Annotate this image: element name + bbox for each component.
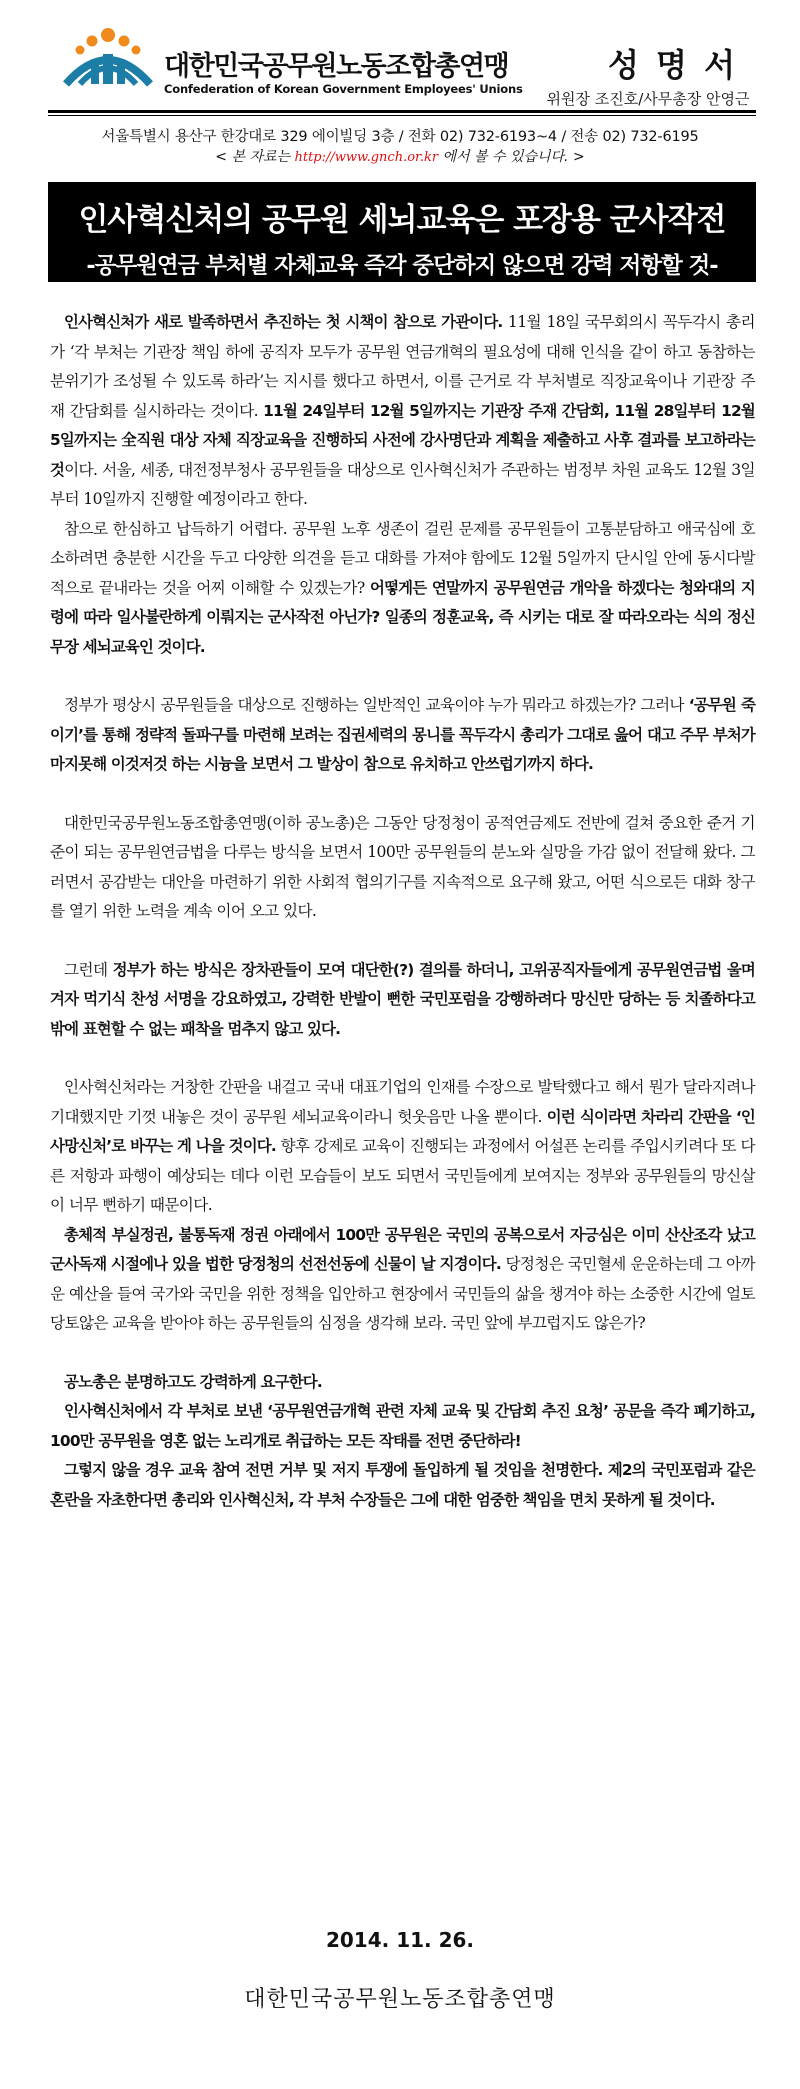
emphasis-text: 인사혁신처가 새로 발족하면서 추진하는 첫 시책이 참으로 가관이다. xyxy=(64,313,503,331)
letterhead xyxy=(48,18,756,108)
emphasis-text: 그렇지 않을 경우 교육 참여 전면 거부 및 저지 투쟁에 돌입하게 될 것임을 천명한다. 제2의 국민포럼과 같은 혼란을 자초한다면 총리와 인사혁신처, 각 부처 수장들은 그에 대한 엄중한 책임을 면치 못하게 될 것이다. xyxy=(50,1461,755,1509)
body-text: 정부가 평상시 공무원들을 대상으로 진행하는 일반적인 교육이야 누가 뭐라고 하겠는가? 그러나 xyxy=(64,696,689,714)
website-link[interactable]: http://www.gnch.or.kr xyxy=(294,150,439,165)
statement-date: 2014. 11. 26. xyxy=(325,1928,475,1952)
contact-address: 서울특별시 용산구 한강대로 329 에이빌딩 3층 / 전화 02) 732-6193~4 / 전송 02) 732-6195 xyxy=(101,129,699,145)
warning-paragraph xyxy=(50,1456,755,1515)
body-text: 이다. 서울, 세종, 대전정부청사 공무원들을 대상으로 인사혁신처가 주관하는 범정부 차원 교육도 12월 3일부터 10일까지 진행할 예정이라고 한다. xyxy=(50,460,755,508)
emphasis-text: 공노총은 분명하고도 강력하게 요구한다. xyxy=(64,1372,322,1391)
body-text: 인사혁신처라는 거창한 간판을 내걸고 국내 대표기업의 인재를 수장으로 발탁했다고 해서 뭔가 달라지려나 기대했지만 기껏 내놓은 것이 공무원 세뇌교육이라니 헛웃음만 나올 뿐이다. xyxy=(50,1078,755,1126)
paragraph xyxy=(50,1221,755,1339)
notice-suffix: 에서 볼 수 있습니다. > xyxy=(442,149,585,165)
body-text: 향후 강제로 교육이 진행되는 과정에서 어설픈 논리를 주입시키려다 또 다른 저항과 파행이 예상되는 데다 이런 모습들이 보도 되면서 국민들에게 보여지는 정부와 공무원들의 망신살이 너무 뻔하기 때문이다. xyxy=(50,1137,755,1214)
emphasis-text: 인사혁신처에서 각 부처로 보낸 ‘공무원연금개혁 관련 자체 교육 및 간담회 추진 요청’ 공문을 즉각 폐기하고, 100만 공무원을 영혼 없는 노리개로 취급하는 모든 작태를 전면 중단하라! xyxy=(50,1402,755,1450)
org-name-korean: 대한민국공무원노동조합총연맹 xyxy=(164,51,509,82)
demand-paragraph xyxy=(50,1397,755,1456)
header-divider-thick xyxy=(48,110,756,113)
paragraph xyxy=(50,809,755,927)
document-type-heading: 성 명 서 xyxy=(607,46,739,84)
body-text: 당정청은 국민혈세 운운하는데 그 아까운 예산을 들여 국가와 국민을 위한 정책을 입안하고 현장에서 국민들의 삶을 챙겨야 하는 소중한 시간에 얼토당토않은 교육을 받아야 하는 공무원들의 심정을 생각해 보라. 국민 앞에 부끄럽지도 않은가? xyxy=(50,1255,756,1332)
officers-line: 위원장 조진호/사무총장 안영근 xyxy=(546,90,750,108)
statement-body xyxy=(50,308,755,1515)
body-text: 11월 18일 국무회의시 꼭두각시 총리가 ‘각 부처는 기관장 책임 하에 공직자 모두가 공무원 연금개혁의 필요성에 대해 인식을 같이 하고 동참하는 분위기가 조성될 수 있도록 하라’는 지시를 했다고 하면서, 이를 근거로 각 부처별로 직장교육이나 기관장 주재 간담회를 실시하라는 것이다. xyxy=(50,313,755,420)
sub-title: -공무원연금 부처별 자체교육 즉각 중단하지 않으면 강력 저항할 것- xyxy=(86,253,718,279)
website-notice xyxy=(0,146,800,166)
paragraph xyxy=(50,308,755,515)
paragraph xyxy=(50,691,755,780)
emphasis-text: ‘공무원 죽이기’를 통해 정략적 돌파구를 마련해 보려는 집권세력의 몽니를 꼭두각시 총리가 그대로 읊어 대고 주무 부처가 마지못해 이것저것 하는 시늉을 보면서 그 발상이 참으로 유치하고 안쓰럽기까지 하다. xyxy=(50,696,756,773)
emphasis-text: 어떻게든 연말까지 공무원연금 개악을 하겠다는 청와대의 지령에 따라 일사불란하게 이뤄지는 군사작전 아닌가? 일종의 정훈교육, 즉 시키는 대로 잘 따라오라는 식의 정신무장 세뇌교육인 것이다. xyxy=(50,578,755,656)
body-text: 대한민국공무원노동조합총연맹(이하 공노총)은 그동안 당정청이 공적연금제도 전반에 걸쳐 중요한 준거 기준이 되는 공무원연금법을 다루는 방식을 보면서 100만 공무원들의 분노와 실망을 가감 없이 전달해 왔다. 그러면서 공감받는 대안을 마련하기 위한 사회적 협의기구를 지속적으로 요구해 왔고, 어떤 식으로든 대화 창구를 열기 위한 노력을 계속 이어 오고 있다. xyxy=(50,813,755,920)
body-text: 그런데 xyxy=(64,960,113,979)
paragraph xyxy=(50,956,755,1045)
main-title: 인사혁신처의 공무원 세뇌교육은 포장용 군사작전 xyxy=(78,202,726,238)
notice-prefix: < 본 자료는 xyxy=(215,149,291,165)
paragraph xyxy=(50,1073,755,1221)
header-divider-thin xyxy=(48,115,756,116)
emphasis-text: 총체적 부실정권, 불통독재 정권 아래에서 100만 공무원은 국민의 공복으로서 자긍심은 이미 산산조각 났고 군사독재 시절에나 있을 법한 당정청의 선전선동에 신물이 날 지경이다. xyxy=(50,1225,755,1273)
title-banner xyxy=(48,182,756,282)
paragraph xyxy=(50,515,755,663)
emphasis-text: 정부가 하는 방식은 장차관들이 모여 대단한(?) 결의를 하더니, 고위공직자들에게 공무원연금법 울며 겨자 먹기식 찬성 서명을 강요하였고, 강력한 반발이 뻔한 국민포럼을 강행하려다 망신만 당하는 등 치졸하다고 밖에 표현할 수 없는 패착을 멈추지 않고 있다. xyxy=(50,960,755,1038)
emphasis-text: 이런 식이라면 차라리 간판을 ‘인사망신처’로 바꾸는 게 나을 것이다. xyxy=(50,1107,755,1155)
demand-heading xyxy=(50,1368,755,1398)
signature-org: 대한민국공무원노동조합총연맹 xyxy=(244,1987,556,2012)
union-logo-icon xyxy=(58,26,158,90)
body-text: 참으로 한심하고 납득하기 어렵다. 공무원 노후 생존이 걸린 문제를 공무원들이 고통분담하고 애국심에 호소하려면 충분한 시간을 두고 다양한 의견을 듣고 대화를 가져야 함에도 12월 5일까지 단시일 안에 동시다발적으로 끝내라는 것을 어찌 이해할 수 있겠는가? xyxy=(50,519,755,597)
org-name-english: Confederation of Korean Government Employees' Unions xyxy=(164,82,523,96)
emphasis-text: 11월 24일부터 12월 5일까지는 기관장 주재 간담회, 11월 28일부터 12월 5일까지는 全직원 대상 자체 직장교육을 진행하되 사전에 강사명단과 계획을 제출하고 사후 결과를 보고하라는 것 xyxy=(50,401,755,479)
